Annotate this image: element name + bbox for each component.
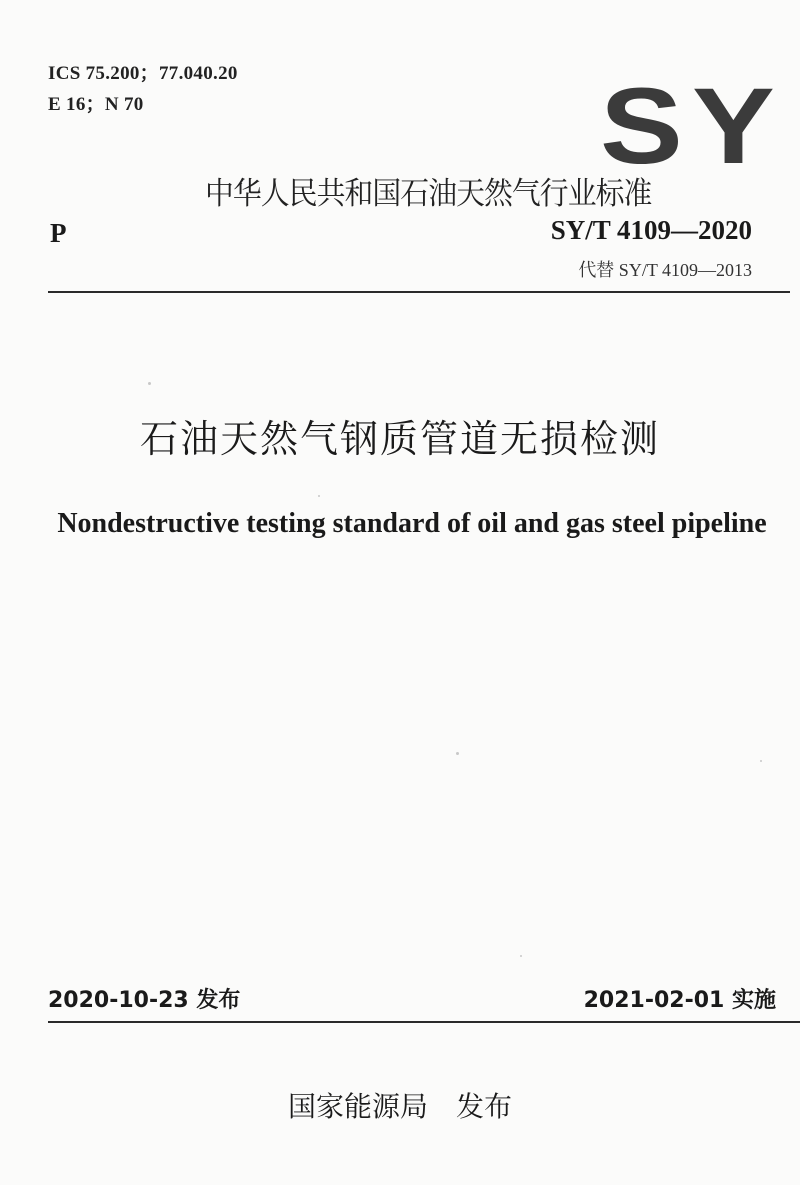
paper-speck [760, 760, 762, 762]
document-title-chinese: 石油天然气钢质管道无损检测 [139, 417, 660, 461]
ccs-code: E 16；N 70 [48, 94, 144, 115]
paper-speck [318, 495, 320, 497]
bottom-divider [48, 1021, 800, 1023]
sy-logo: SY [600, 65, 785, 186]
industry-standard-title: 中华人民共和国石油天然气行业标准 [205, 176, 652, 212]
issue-date: 2020-10-23 发布 [48, 988, 241, 1013]
replaces-standard: 代替 SY/T 4109—2013 [578, 260, 752, 280]
implementation-date: 2021-02-01 实施 [583, 988, 776, 1013]
category-letter: P [50, 218, 67, 248]
top-divider [48, 291, 790, 293]
ics-code: ICS 75.200；77.040.20 [48, 63, 238, 84]
paper-speck [520, 955, 522, 957]
publisher: 国家能源局 发布 [287, 1090, 512, 1123]
standard-number: SY/T 4109—2020 [550, 215, 752, 245]
paper-speck [148, 382, 151, 385]
paper-speck [456, 752, 459, 755]
document-title-english: Nondestructive testing standard of oil and gas steel pipeline [57, 508, 767, 539]
